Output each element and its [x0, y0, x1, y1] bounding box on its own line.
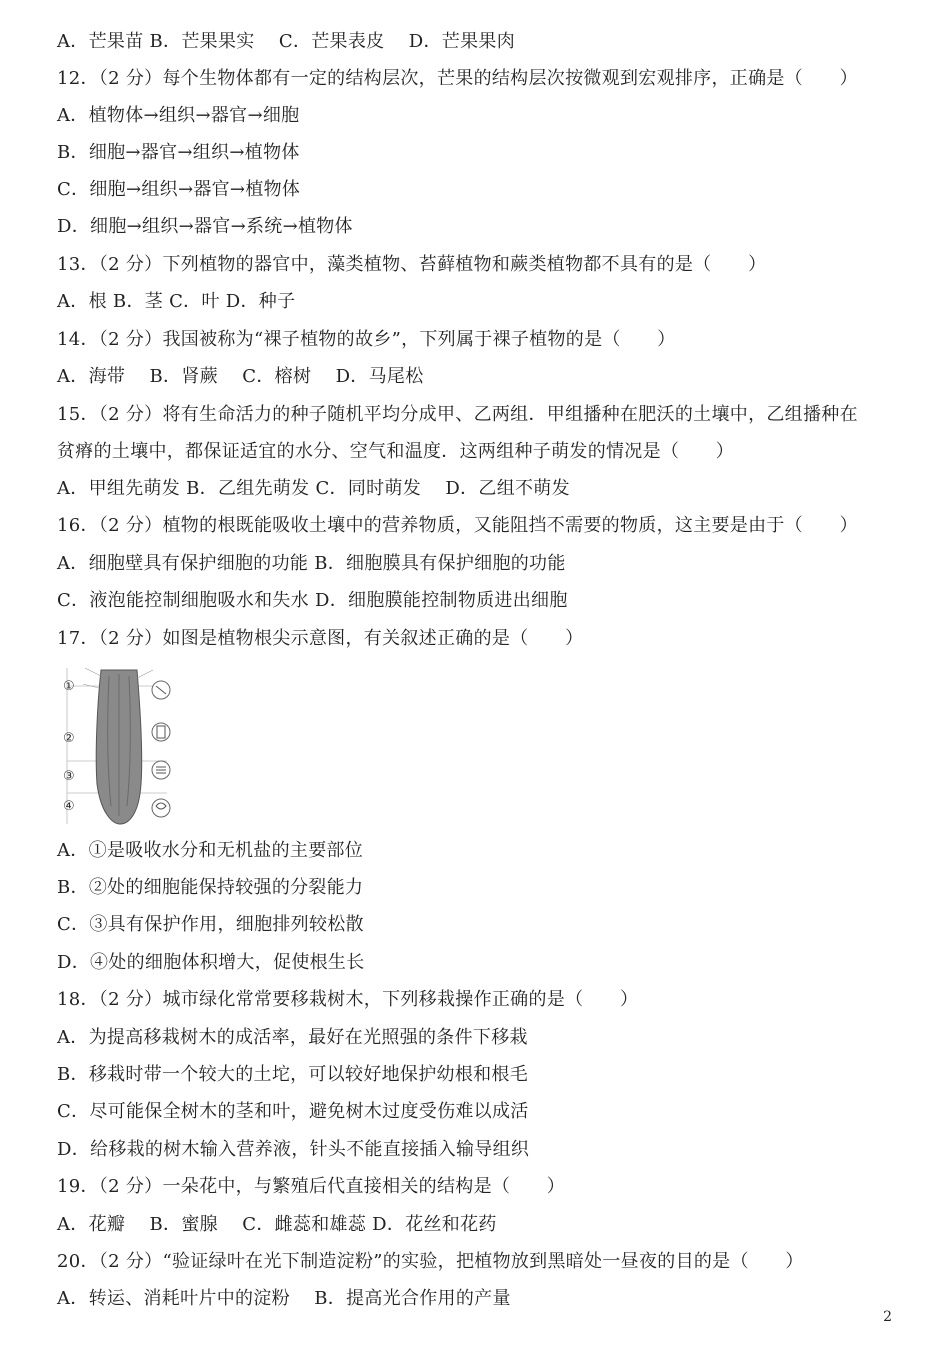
q14-stem: 14．（2 分）我国被称为“裸子植物的故乡”，下列属于裸子植物的是（ ） [57, 329, 676, 350]
q13-options: A．根 B．茎 C．叶 D．种子 [57, 291, 296, 312]
figure-label-2: ② [63, 731, 75, 746]
q17-option-b: B．②处的细胞能保持较强的分裂能力 [57, 877, 364, 898]
figure-label-1: ① [63, 679, 75, 694]
q14-options: A．海带 B．肾蕨 C．榕树 D．马尾松 [57, 366, 424, 387]
q12-option-b: B．细胞→器官→组织→植物体 [57, 142, 300, 163]
q13-stem: 13．（2 分）下列植物的器官中，藻类植物、苔藓植物和蕨类植物都不具有的是（ ） [57, 254, 767, 275]
root-tip-figure [57, 666, 179, 826]
q16-stem: 16．（2 分）植物的根既能吸收土壤中的营养物质，又能阻挡不需要的物质，这主要是由于（ ） [57, 515, 858, 536]
q18-option-a: A．为提高移栽树木的成活率，最好在光照强的条件下移栽 [57, 1027, 528, 1048]
q20-stem: 20．（2 分）“验证绿叶在光下制造淀粉”的实验，把植物放到黑暗处一昼夜的目的是（ ） [57, 1251, 804, 1272]
q15-options: A．甲组先萌发 B．乙组先萌发 C．同时萌发 D．乙组不萌发 [57, 478, 570, 499]
q16-options-cd: C．液泡能控制细胞吸水和失水 D．细胞膜能控制物质进出细胞 [57, 590, 568, 611]
q18-option-d: D．给移栽的树木输入营养液，针头不能直接插入输导组织 [57, 1139, 530, 1160]
q18-option-b: B．移栽时带一个较大的土坨，可以较好地保护幼根和根毛 [57, 1064, 529, 1085]
page-number: 2 [883, 1309, 892, 1325]
q15-stem-line2: 贫瘠的土壤中，都保证适宜的水分、空气和温度．这两组种子萌发的情况是（ ） [57, 441, 735, 462]
figure-label-4: ④ [63, 799, 75, 814]
q12-option-a: A．植物体→组织→器官→细胞 [57, 105, 300, 126]
q17-option-d: D．④处的细胞体积增大，促使根生长 [57, 952, 365, 973]
q12-option-d: D．细胞→组织→器官→系统→植物体 [57, 216, 353, 237]
q17-stem: 17．（2 分）如图是植物根尖示意图，有关叙述正确的是（ ） [57, 628, 584, 649]
q20-options-ab: A．转运、消耗叶片中的淀粉 B．提高光合作用的产量 [57, 1288, 511, 1309]
cell-detail-4-icon [152, 799, 170, 817]
q12-stem: 12．（2 分）每个生物体都有一定的结构层次，芒果的结构层次按微观到宏观排序，正确是（ ） [57, 68, 858, 89]
figure-label-3: ③ [63, 769, 75, 784]
q18-option-c: C．尽可能保全树木的茎和叶，避免树木过度受伤难以成活 [57, 1101, 529, 1122]
q12-option-c: C．细胞→组织→器官→植物体 [57, 179, 301, 200]
q16-options-ab: A．细胞壁具有保护细胞的功能 B．细胞膜具有保护细胞的功能 [57, 553, 566, 574]
q11-options: A．芒果苗 B．芒果果实 C．芒果表皮 D．芒果果肉 [57, 31, 515, 52]
q18-stem: 18．（2 分）城市绿化常常要移栽树木，下列移栽操作正确的是（ ） [57, 989, 639, 1010]
q17-option-c: C．③具有保护作用，细胞排列较松散 [57, 914, 364, 935]
q19-options: A．花瓣 B．蜜腺 C．雌蕊和雄蕊 D．花丝和花药 [57, 1214, 497, 1235]
q17-option-a: A．①是吸收水分和无机盐的主要部位 [57, 840, 364, 861]
q15-stem-line1: 15．（2 分）将有生命活力的种子随机平均分成甲、乙两组．甲组播种在肥沃的土壤中，乙组播种在 [57, 404, 858, 425]
q19-stem: 19．（2 分）一朵花中，与繁殖后代直接相关的结构是（ ） [57, 1176, 566, 1197]
